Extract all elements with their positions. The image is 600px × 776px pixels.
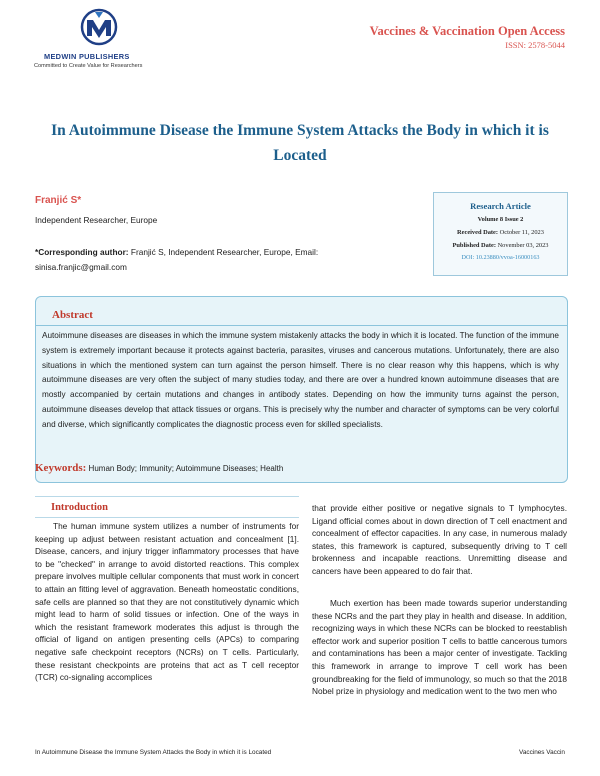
footer-journal: Vaccines Vaccin (519, 749, 565, 756)
published-date: Published Date: November 03, 2023 (452, 242, 549, 249)
keywords (35, 462, 283, 474)
publisher-tagline: Committed to Create Value for Researchers (34, 63, 143, 69)
article-type: Research Article (470, 201, 531, 211)
intro-paragraph-col1: The human immune system utilizes a number of instruments for keeping up adjust between resistant actuation and concealment [1]. Disease, cancers, and injury trigger inflammatory processes that have to be "checked" in arrange to avoid distorted reactions. This complex prepare involves multiple cellular components that must work in concert to attain an fitting level of aggravation. Beneath homeostatic conditions, safe cells are planned so that they are not constitutively dynamic which might lead to harm of solid tissues or infection. One of the ways in which the resistant framework moderates this adjust is through the official of ligand on antigen presenting cells (APCs) to comparing negative safe checkpoint receptors (NCRs) on T cells. Particularly, these resistant checkpoints are proteins that act as T cell receptor (TCR) co-signaling accomplices (35, 521, 299, 683)
intro-paragraph-col2-1: that provide either positive or negative signals to T lymphocytes. Ligand official comes about in down direction of T cell enactment and concealment of effector capacities. In any case, in numerous malady states, this framework is captured, subsequently driving to T cell brokenness and incapable reactions. Unremitting disease and cancers have been appeared to do fair that. (312, 503, 567, 576)
journal-name: Vaccines & Vaccination Open Access (369, 24, 565, 38)
corresponding-author (35, 245, 332, 275)
author-affiliation: Independent Researcher, Europe (35, 215, 158, 225)
corresponding-text: Franjić S, Independent Researcher, Europe, Email: sinisa.franjic@gmail.com (35, 247, 319, 272)
doi-link[interactable]: DOI: 10.23880/vvoa-16000163 (461, 254, 540, 261)
abstract-divider (36, 325, 567, 326)
introduction-heading-bar (35, 496, 299, 518)
article-title: In Autoimmune Disease the Immune System Attacks the Body in which it is Located (51, 122, 549, 164)
abstract-box (35, 296, 568, 483)
keywords-label: Keywords: (35, 462, 87, 474)
publisher-name: MEDWIN PUBLISHERS (44, 52, 130, 61)
intro-paragraph-col2-2: Much exertion has been made towards superior understanding these NCRs and the part they play in health and disease. In addition, recognizing ways in which these NCRs can be blocked to reestablish effector work and superior position T cells to battle cancerous tumors and contaminations has been a major center of investigate. Tackling this framework in arrange to improve T cell work has been groundbreaking for the field of immunology, so much so that the 2018 Nobel prize in physiology and medication went to the two men who (312, 598, 567, 697)
article-info-box (433, 192, 568, 276)
medwin-logo-icon (80, 8, 118, 46)
introduction-heading: Introduction (51, 502, 108, 513)
journal-header (370, 24, 565, 50)
volume-issue: Volume 8 Issue 2 (477, 216, 524, 223)
journal-issn: ISSN: 2578-5044 (505, 40, 565, 50)
abstract-heading: Abstract (52, 309, 93, 321)
received-date: Received Date: October 11, 2023 (457, 229, 544, 236)
author-name: Franjić S* (35, 195, 82, 206)
keywords-text: Human Body; Immunity; Autoimmune Diseases; Health (86, 464, 284, 473)
corresponding-label: *Corresponding author: (35, 247, 129, 257)
publisher-logo (30, 8, 180, 68)
abstract-text: Autoimmune diseases are diseases in which the immune system mistakenly attacks the body in which it is located. The function of the immune system is extremely important because it protects against bacteria, parasites, viruses and cancerous mutations. Unfortunately, there are also situations in which the mentioned system can turn against the person himself. There is no clear reason why this happens, which is why autoimmune diseases are very often the subject of many studies today, and there are over a hundred known autoimmune diseases that are mostly accompanied by certain mutations and changes in antibody states. Depending on how the immunity turns against the person, autoimmune diseases develop that attack tissues or organs. This is precisely why the number and character of symptoms can be very colorful and diverse, which significantly complicates the diagnostic process even for skilled specialists. (42, 331, 559, 429)
footer-title: In Autoimmune Disease the Immune System Attacks the Body in which it is Located (35, 749, 272, 756)
